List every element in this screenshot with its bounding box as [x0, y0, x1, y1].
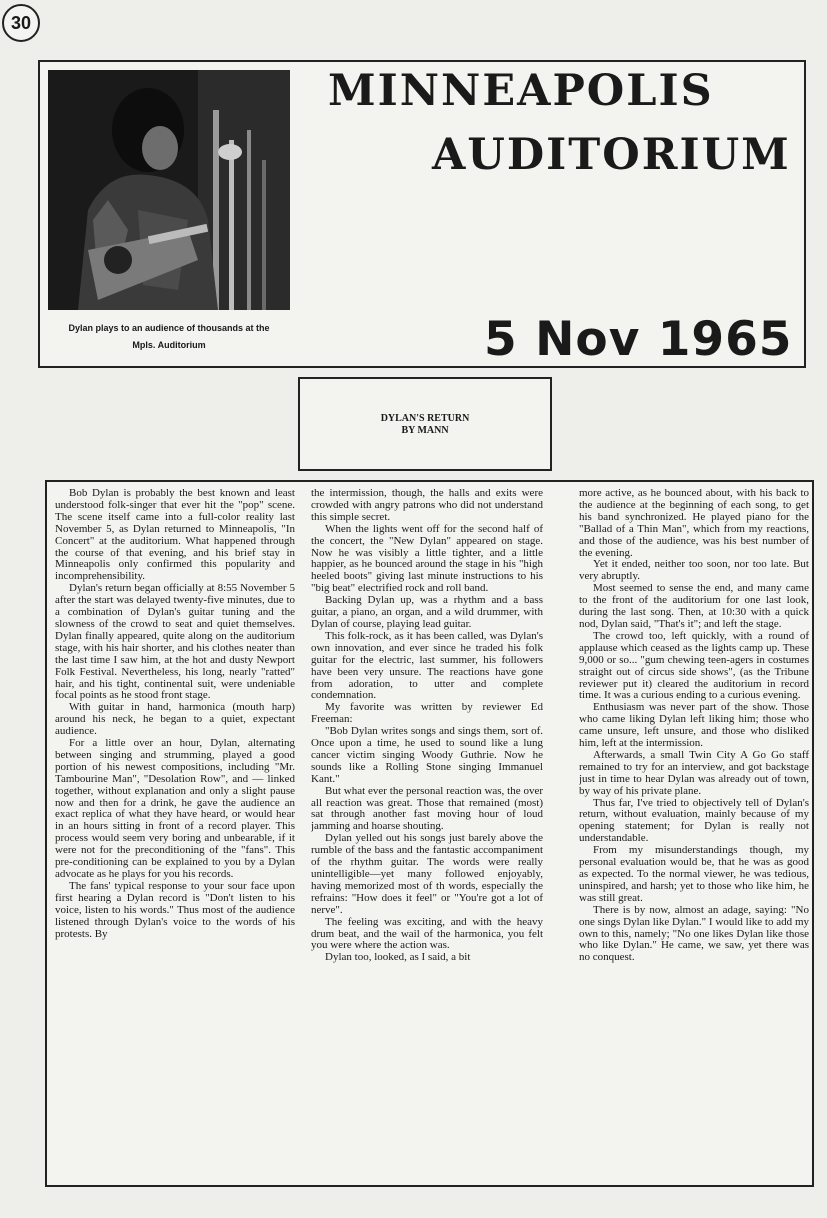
- paragraph: Bob Dylan is probably the best known and least understood folk-singer that ever hit the "pop" scene. The scene itself came into a full-color reality last November 5, as Dylan returned to Minneapolis, "In Concert" at the auditorium. What happened through the course of that evening, and his brief stay in Minneapolis only confirmed this popularity and incomprehensibility.: [55, 488, 295, 583]
- paragraph: For a little over an hour, Dylan, alternating between singing and strumming, played a good portion of his newest compositions, including "Mr. Tambourine Man", "Desolation Row", and — linked together, without explanation and only a slight pause now and then for a drink, he gave the audience an exact replica of what they have heard, or would hear in an hours sitting in front of a record player. This process would seem very boring and unbearable, if it were not for the preconditioning of the "fans". This pre-conditioning can be explained to you by a Dylan advocate as he plays for you his records.: [55, 737, 295, 880]
- paragraph: The crowd too, left quickly, with a round of applause which ceased as the lights camp up. These 9,000 or so... "gum chewing teen-agers in costumes straight out of circus side shows", (as the Tribune reviewer put it) cleared the auditorium in record time. It was a curious ending to a curious evening.: [579, 629, 809, 702]
- paragraph: From my misunderstandings though, my personal evaluation would be, that he was as good as expected. To the normal viewer, he was tedious, uninspired, and harsh; yet to those who like him, he was still great.: [579, 844, 809, 904]
- paragraph: With guitar in hand, harmonica (mouth harp) around his neck, he began to a quiet, expectant audience.: [55, 701, 295, 738]
- paragraph: Thus far, I've tried to objectively tell of Dylan's return, without evaluation, mainly because of my opening statement; for Dylan is really not understandable.: [579, 796, 809, 845]
- paragraph: But what ever the personal reaction was, the over all reaction was great. Those that remained (most) sat through another fast moving hour of loud jamming and hoarse shouting.: [311, 784, 543, 833]
- article-column-3: [579, 488, 809, 1183]
- paragraph: There is by now, almost an adage, saying: "No one sings Dylan like Dylan." I would like to add my own to this, namely; "No one likes Dylan like those who like Dylan." He came, we saw, yet there was no conquest.: [579, 903, 809, 964]
- paragraph: Afterwards, a small Twin City A Go Go staff remained to try for an interview, and got backstage just in time to hear Dylan was already out of town, by way of his private plane.: [579, 748, 809, 797]
- paragraph: Dylan's return began officially at 8:55 November 5 after the start was delayed twenty-five minutes, due to a combination of Dylan's guitar tuning and the slowness of the crowd to seat and quiet themselves. Dylan finally appeared, quite along on the auditorium stage, with his hair shorter, and his clothes neater than the last time I saw him, at the hot and dusty Newport Folk Festival. Nevertheless, his long, nearly "ratted" hair, and his tight, continental suit, were undeniable focal points as he stood front stage.: [55, 582, 295, 702]
- title-auditorium: AUDITORIUM: [432, 130, 791, 180]
- paragraph: The feeling was exciting, and with the heavy drum beat, and the wail of the harmonica, you felt you were where the action was.: [311, 915, 543, 952]
- article-body: [45, 480, 814, 1187]
- paragraph: This folk-rock, as it has been called, was Dylan's own innovation, and ever since he traded his folk guitar for the electric, last summer, his followers have been very unsure. The reactions have gone from adoration, to utter and complete condemnation.: [311, 629, 543, 702]
- paragraph: Enthusiasm was never part of the show. Those who came liking Dylan left liking him; those who came unsure, left unsure, and those who disliked him, left at the intermission.: [579, 701, 809, 750]
- article-author: BY MANN: [401, 425, 449, 436]
- paragraph: When the lights went off for the second half of the concert, the "New Dylan" appeared on stage. Now he was visibly a little tighter, and a little happier, as he bounced around the stage in his "high heeled boots" giving last minute instructions to his "big beat" electrified rock and roll band.: [311, 522, 543, 595]
- paragraph: Backing Dylan up, was a rhythm and a bass guitar, a piano, an organ, and a wild drummer, with Dylan of course, playing lead guitar.: [311, 594, 543, 630]
- caption-line: Dylan plays to an audience of thousands at the: [68, 323, 270, 333]
- paragraph: Dylan yelled out his songs just barely above the rumble of the bass and the fantastic accompaniment of the rhythm guitar. The words were really unintelligible—yet many followed enjoyably, having memorized most of th words, especially the refrains: "How does it feel" or "You're got a lot of nerve".: [311, 832, 543, 916]
- paragraph: My favorite was written by reviewer Ed Freeman:: [311, 701, 543, 726]
- paragraph: Yet it ended, neither too soon, nor too late. But very abruptly.: [579, 558, 809, 583]
- paragraph: more active, as he bounced about, with his back to the audience at the beginning of each song, to get his band synchronized. He played piano for the "Ballad of a Thin Man", which from my reactions, and those of the audience, was his best number of the evening.: [579, 488, 809, 559]
- article-column-2: [311, 488, 543, 1183]
- paragraph: Most seemed to sense the end, and many came to the front of the auditorium for one last look, during the last song. Then, at 10:30 with a quick nod, Dylan said, "That's it"; and left the stage.: [579, 582, 809, 630]
- paragraph: "Bob Dylan writes songs and sings them, sort of. Once upon a time, he used to sound like a lung cancer victim singing Woody Guthrie. Now he sounds like a Rolling Stone singing Immanuel Kant.": [311, 725, 543, 785]
- event-date: 5 Nov 1965: [484, 312, 793, 367]
- page-number: 30: [2, 4, 40, 42]
- paragraph: Dylan too, looked, as I said, a bit: [325, 951, 471, 964]
- article-column-1: [55, 488, 295, 1183]
- byline-box: [298, 377, 552, 471]
- header-panel: [38, 60, 806, 368]
- photo-caption: [44, 318, 294, 352]
- title-minneapolis: MINNEAPOLIS: [328, 66, 714, 116]
- concert-photo: [48, 70, 290, 310]
- paragraph: the intermission, though, the halls and exits were crowded with angry patrons who did not understand this simple secret.: [311, 488, 543, 523]
- paragraph: The fans' typical response to your sour face upon first hearing a Dylan record is "Don't listen to his voice, listen to his words." Thus most of the audience listened through Dylan's voice to the words of his protests. By: [55, 879, 295, 940]
- article-headline: DYLAN'S RETURN: [380, 413, 470, 424]
- caption-line: Mpls. Auditorium: [132, 340, 206, 350]
